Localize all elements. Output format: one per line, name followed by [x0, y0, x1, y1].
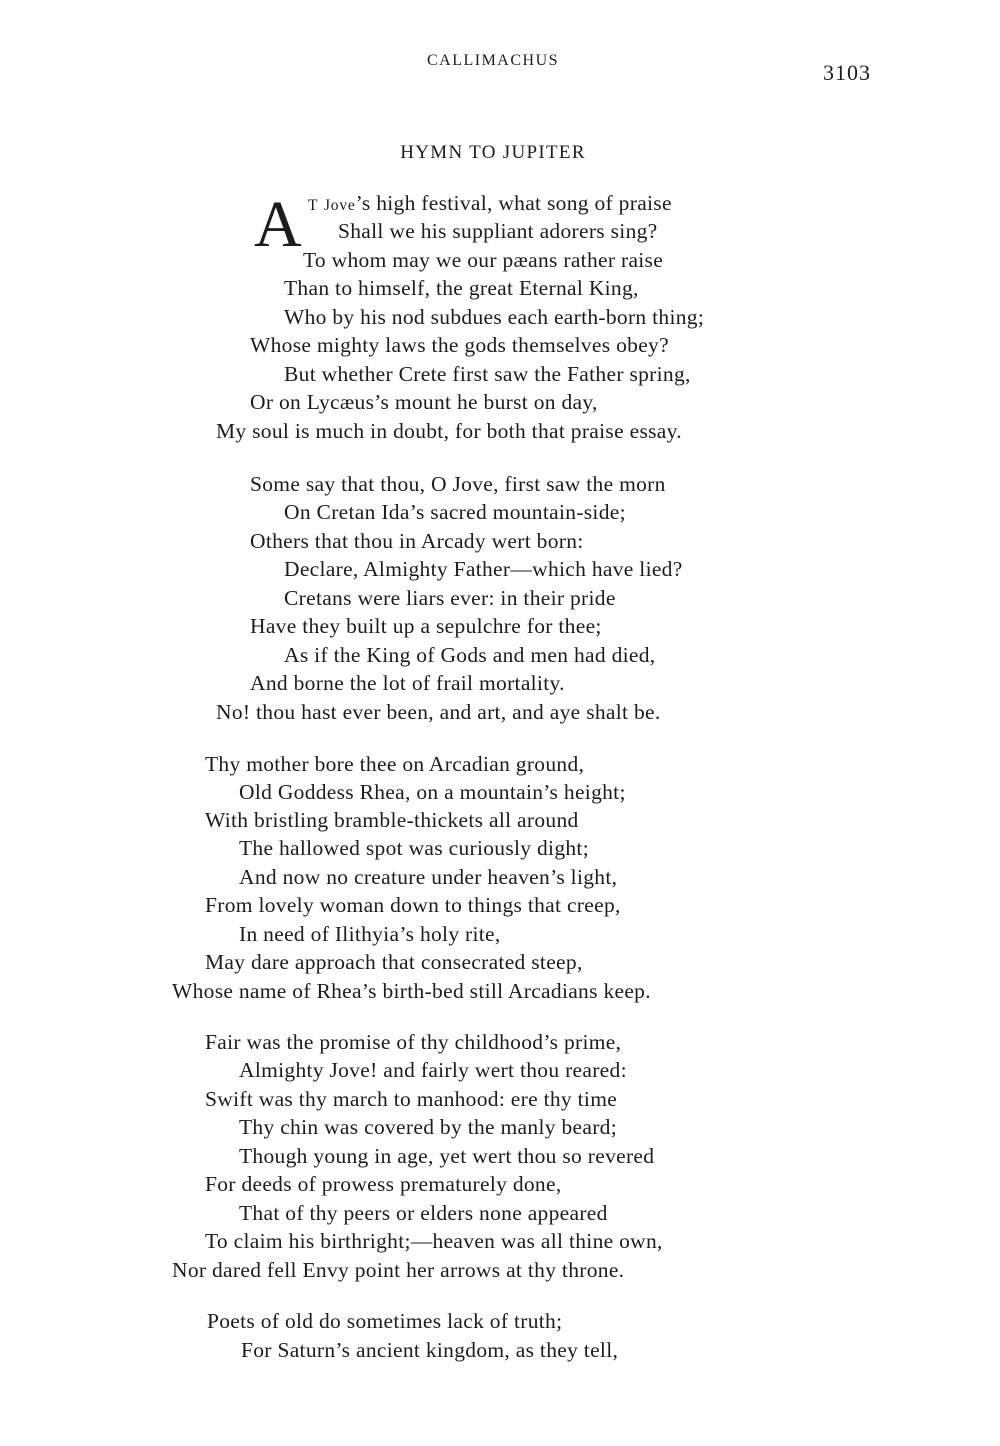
poem-line: The hallowed spot was curiously dight; — [239, 836, 589, 860]
poem-line: Others that thou in Arcady wert born: — [250, 529, 584, 553]
poem-line: Almighty Jove! and fairly wert thou reared: — [239, 1058, 627, 1082]
poem-line — [308, 189, 672, 220]
poem-line: For deeds of prowess prematurely done, — [205, 1172, 562, 1196]
poem-line: Have they built up a sepulchre for thee; — [250, 614, 602, 638]
small-caps-letter: T — [308, 197, 319, 214]
drop-cap: A — [254, 188, 302, 261]
running-head: CALLIMACHUS — [426, 52, 560, 69]
poem-line: Or on Lycæus’s mount he burst on day, — [250, 390, 598, 414]
first-line-rest: ’s high festival, what song of praise — [355, 191, 672, 215]
poem-line: May dare approach that consecrated steep, — [205, 950, 583, 974]
poem-line: Swift was thy march to manhood: ere thy time — [205, 1087, 618, 1111]
poem-line: Nor dared fell Envy point her arrows at thy throne. — [172, 1258, 625, 1282]
poem-line: Whose name of Rhea’s birth-bed still Arcadians keep. — [172, 979, 651, 1003]
poem-line: Some say that thou, O Jove, first saw the morn — [250, 472, 666, 496]
poem-line: My soul is much in doubt, for both that praise essay. — [216, 419, 682, 443]
poem-line: With bristling bramble-thickets all around — [205, 808, 579, 832]
poem-line: Cretans were liars ever: in their pride — [284, 586, 616, 610]
page-number: 3103 — [823, 60, 871, 85]
poem-line: For Saturn’s ancient kingdom, as they tell, — [241, 1338, 619, 1362]
poem-line: To claim his birthright;—heaven was all thine own, — [205, 1229, 663, 1253]
poem-line: On Cretan Ida’s sacred mountain-side; — [284, 500, 626, 524]
poem-line: As if the King of Gods and men had died, — [284, 643, 656, 667]
poem-line: Thy chin was covered by the manly beard; — [239, 1115, 617, 1139]
poem-line: That of thy peers or elders none appeared — [239, 1201, 608, 1225]
poem-line: Fair was the promise of thy childhood’s prime, — [205, 1030, 622, 1054]
poem-title: HYMN TO JUPITER — [400, 142, 586, 163]
poem-line: In need of Ilithyia’s holy rite, — [239, 922, 501, 946]
poem-line: Old Goddess Rhea, on a mountain’s height; — [239, 780, 626, 804]
poem-line: Thy mother bore thee on Arcadian ground, — [205, 752, 585, 776]
poem-line: But whether Crete first saw the Father spring, — [284, 362, 691, 386]
poem-line: To whom may we our pæans rather raise — [303, 248, 664, 272]
poem-line: And borne the lot of frail mortality. — [250, 671, 565, 695]
poem-line: Poets of old do sometimes lack of truth; — [207, 1309, 563, 1333]
poem-line: Whose mighty laws the gods themselves obey? — [250, 333, 669, 357]
poem-line: From lovely woman down to things that creep, — [205, 893, 621, 917]
poem-line: Who by his nod subdues each earth-born thing; — [284, 305, 705, 329]
poem-line: Though young in age, yet wert thou so revered — [239, 1144, 655, 1168]
poem-line: No! thou hast ever been, and art, and aye shalt be. — [216, 700, 661, 724]
small-caps-name: Jove — [323, 197, 356, 214]
poem-line: And now no creature under heaven’s light, — [239, 865, 618, 889]
poem-line: Declare, Almighty Father—which have lied? — [284, 557, 683, 581]
poem-line: Shall we his suppliant adorers sing? — [338, 219, 658, 243]
poem-line: Than to himself, the great Eternal King, — [284, 276, 639, 300]
